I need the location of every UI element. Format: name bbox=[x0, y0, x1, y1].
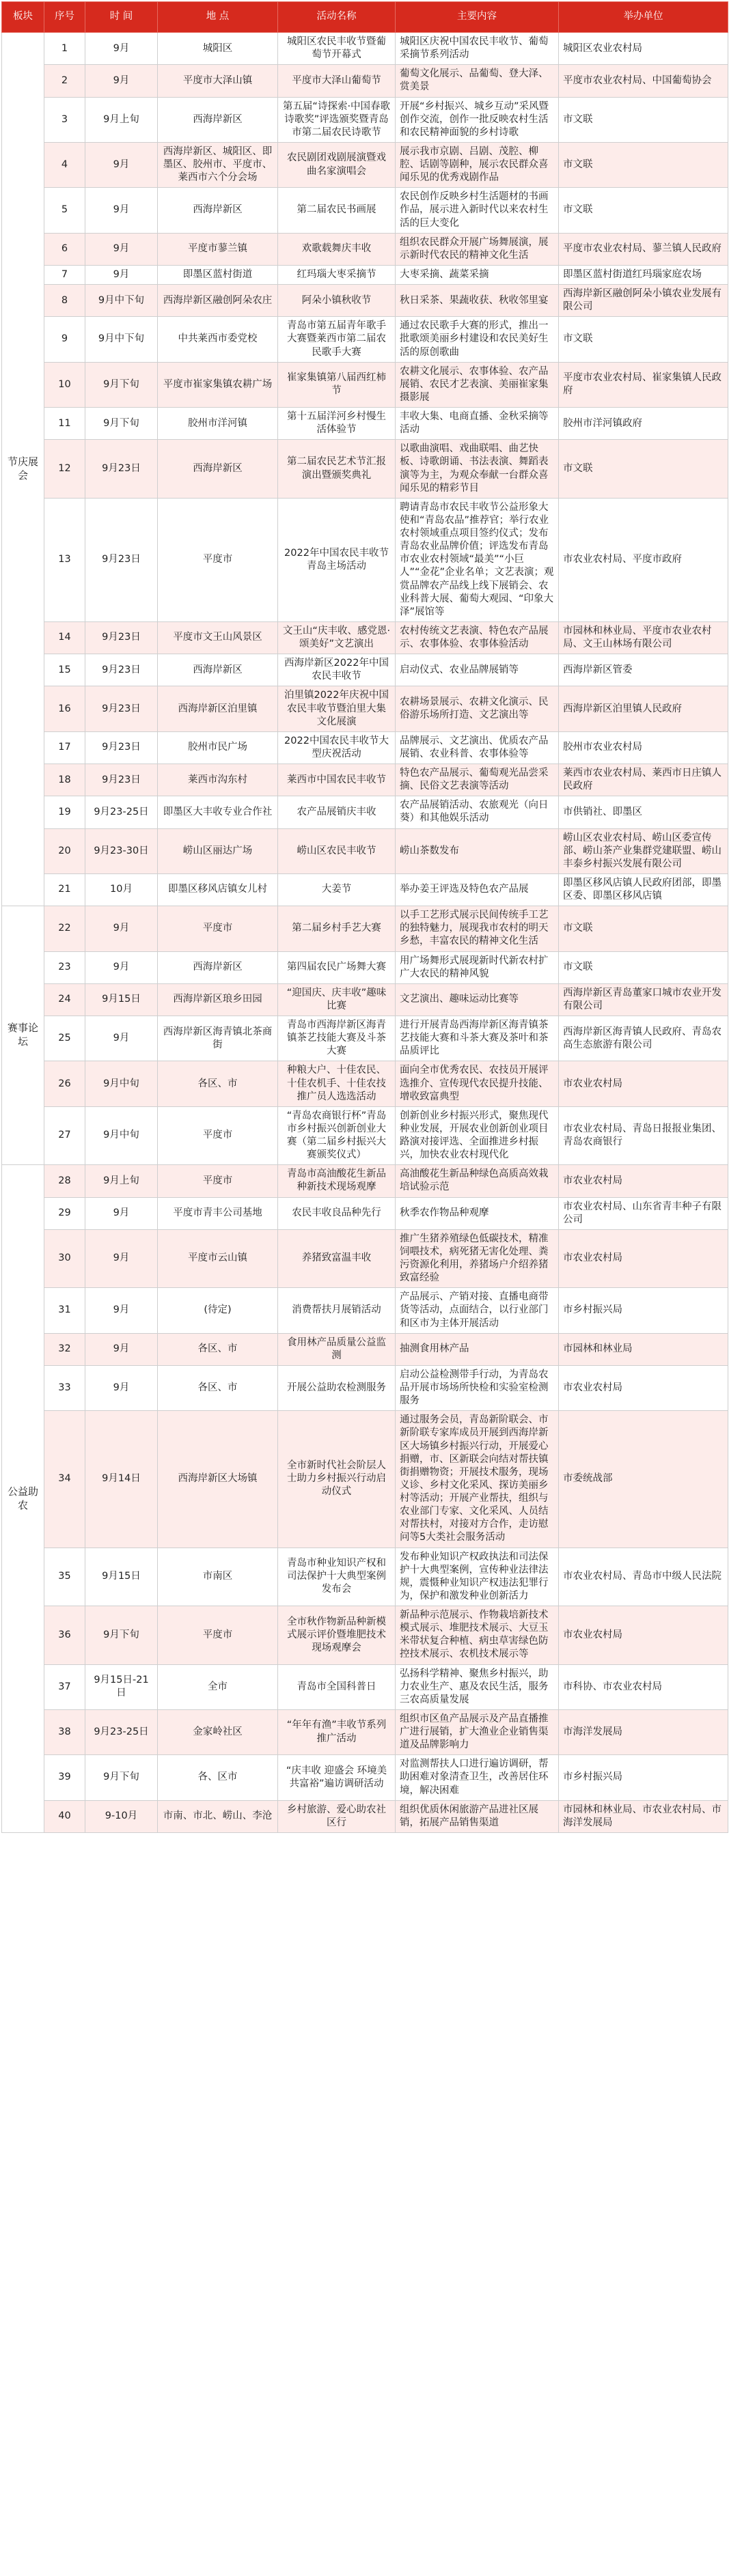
row-organizer: 市农业农村局、青岛市中级人民法院 bbox=[559, 1548, 728, 1606]
row-content: 崂山茶数发布 bbox=[396, 828, 559, 873]
row-time: 9月23日 bbox=[85, 654, 158, 686]
row-organizer: 西海岸新区泊里镇人民政府 bbox=[559, 686, 728, 731]
row-content: 聘请青岛市农民丰收节公益形象大使和“青岛农品”推荐官；举行农业农村领域重点项目签约仪式；发布青岛农业品牌价值；评选发布青岛市农业农村领域“最美”“小巨人”“金花”企业名单；文艺表演；观赏品牌农产品线上线下展销会、农业科普大展、葡萄大观园、“印象大泽”展馆等 bbox=[396, 498, 559, 621]
row-organizer: 市海洋发展局 bbox=[559, 1709, 728, 1754]
row-number: 13 bbox=[44, 498, 85, 621]
section-label: 公益助农 bbox=[2, 1165, 44, 1833]
row-number: 20 bbox=[44, 828, 85, 873]
table-row bbox=[2, 1061, 728, 1106]
row-event-name: 农产品展销庆丰收 bbox=[278, 796, 396, 828]
table-row bbox=[2, 142, 728, 187]
row-number: 7 bbox=[44, 265, 85, 284]
row-content: 高油酸花生新品种绿色高质高效栽培试验示范 bbox=[396, 1165, 559, 1197]
row-number: 25 bbox=[44, 1016, 85, 1061]
row-place: 金家岭社区 bbox=[158, 1709, 278, 1754]
row-content: 抽测食用林产品 bbox=[396, 1333, 559, 1365]
row-time: 9月 bbox=[85, 906, 158, 951]
row-time: 9月 bbox=[85, 1229, 158, 1288]
row-content: 启动公益检测带手行动，为青岛农品开展市场场所快检和实验室检测服务 bbox=[396, 1365, 559, 1410]
row-event-name: 消费帮扶月展销活动 bbox=[278, 1288, 396, 1333]
row-content: 城阳区庆祝中国农民丰收节、葡萄采摘节系列活动 bbox=[396, 33, 559, 65]
row-content: 农耕场景展示、农耕文化演示、民俗游乐场所打造、文艺演出等 bbox=[396, 686, 559, 731]
row-organizer: 即墨区移风店镇人民政府团部，即墨区委、即墨区移风店镇 bbox=[559, 873, 728, 906]
row-number: 17 bbox=[44, 731, 85, 764]
row-number: 14 bbox=[44, 621, 85, 654]
row-time: 9月15日-21日 bbox=[85, 1664, 158, 1709]
row-number: 2 bbox=[44, 65, 85, 97]
row-content: 葡萄文化展示、品葡萄、登大泽、赏美景 bbox=[396, 65, 559, 97]
row-event-name: 青岛市种业知识产权和司法保护十大典型案例发布会 bbox=[278, 1548, 396, 1606]
row-place: 各区、市 bbox=[158, 1365, 278, 1410]
column-header-content: 主要内容 bbox=[396, 2, 559, 33]
row-organizer: 胶州市洋河镇政府 bbox=[559, 408, 728, 440]
row-event-name: 食用林产品质量公益监测 bbox=[278, 1333, 396, 1365]
row-content: 秋日采茶、果蔬收获、秋收邻里宴 bbox=[396, 285, 559, 317]
row-number: 19 bbox=[44, 796, 85, 828]
table-row bbox=[2, 440, 728, 499]
row-number: 32 bbox=[44, 1333, 85, 1365]
row-time: 9月上旬 bbox=[85, 1165, 158, 1197]
row-time: 9月下旬 bbox=[85, 362, 158, 407]
table-row bbox=[2, 1365, 728, 1410]
row-content: 组织优质休闲旅游产品进社区展销，拓展产品销售渠道 bbox=[396, 1800, 559, 1832]
row-time: 9月23日 bbox=[85, 731, 158, 764]
row-number: 30 bbox=[44, 1229, 85, 1288]
table-row bbox=[2, 317, 728, 362]
row-content: 开展“乡村振兴、城乡互动”采风暨创作交流，创作一批反映农村生活和农民精神面貌的乡村诗歌 bbox=[396, 97, 559, 142]
table-row bbox=[2, 65, 728, 97]
row-event-name: 第四届农民广场舞大赛 bbox=[278, 951, 396, 983]
row-event-name: 开展公益助农检测服务 bbox=[278, 1365, 396, 1410]
row-organizer: 平度市农业农村局、中国葡萄协会 bbox=[559, 65, 728, 97]
row-organizer: 西海岸新区海青镇人民政府、青岛农高生态旅游有限公司 bbox=[559, 1016, 728, 1061]
row-event-name: 养猪致富温丰收 bbox=[278, 1229, 396, 1288]
row-place: 平度市崔家集镇农耕广场 bbox=[158, 362, 278, 407]
row-place: 西海岸新区大场镇 bbox=[158, 1411, 278, 1548]
row-place: 西海岸新区 bbox=[158, 440, 278, 499]
row-number: 6 bbox=[44, 233, 85, 265]
activity-schedule-table bbox=[1, 1, 728, 1833]
row-place: (待定) bbox=[158, 1288, 278, 1333]
row-time: 9月 bbox=[85, 233, 158, 265]
row-place: 平度市 bbox=[158, 1606, 278, 1665]
table-row bbox=[2, 1229, 728, 1288]
row-number: 35 bbox=[44, 1548, 85, 1606]
row-organizer: 市农业农村局、平度市政府 bbox=[559, 498, 728, 621]
table-row bbox=[2, 983, 728, 1016]
row-event-name: “年年有渔”丰收节系列推广活动 bbox=[278, 1709, 396, 1754]
row-place: 各区、市 bbox=[158, 1333, 278, 1365]
row-number: 21 bbox=[44, 873, 85, 906]
row-number: 1 bbox=[44, 33, 85, 65]
table-row bbox=[2, 654, 728, 686]
row-place: 平度市 bbox=[158, 1165, 278, 1197]
row-content: 农民创作反映乡村生活题材的书画作品，展示进入新时代以来农村生活的巨大变化 bbox=[396, 188, 559, 233]
row-time: 9月 bbox=[85, 1288, 158, 1333]
row-place: 崂山区丽达广场 bbox=[158, 828, 278, 873]
row-event-name: 全市新时代社会阶层人士助力乡村振兴行动启动仪式 bbox=[278, 1411, 396, 1548]
row-place: 西海岸新区琅乡田园 bbox=[158, 983, 278, 1016]
row-content: 启动仪式、农业品牌展销等 bbox=[396, 654, 559, 686]
row-place: 市南区 bbox=[158, 1548, 278, 1606]
row-event-name: 崂山区农民丰收节 bbox=[278, 828, 396, 873]
row-event-name: 平度市大泽山葡萄节 bbox=[278, 65, 396, 97]
row-number: 12 bbox=[44, 440, 85, 499]
row-place: 各、区市 bbox=[158, 1755, 278, 1800]
row-time: 9月 bbox=[85, 1016, 158, 1061]
row-event-name: 第二届农民书画展 bbox=[278, 188, 396, 233]
row-place: 平度市 bbox=[158, 1106, 278, 1165]
row-event-name: 第十五届洋河乡村慢生活体验节 bbox=[278, 408, 396, 440]
row-organizer: 莱西市农业农村局、莱西市日庄镇人民政府 bbox=[559, 764, 728, 796]
row-place: 胶州市洋河镇 bbox=[158, 408, 278, 440]
row-number: 9 bbox=[44, 317, 85, 362]
row-organizer: 胶州市农业农村局 bbox=[559, 731, 728, 764]
table-row bbox=[2, 1165, 728, 1197]
row-organizer: 市农业农村局、山东省青丰种子有限公司 bbox=[559, 1197, 728, 1229]
row-organizer: 市农业农村局 bbox=[559, 1365, 728, 1410]
row-content: 秋季农作物品种观摩 bbox=[396, 1197, 559, 1229]
row-content: 以歌曲演唱、戏曲联唱、曲艺快板、诗歌朗诵、书法表演、舞蹈表演等为主，为观众奉献一台群众喜闻乐见的精彩节目 bbox=[396, 440, 559, 499]
row-event-name: 文王山“庆丰收、感党恩·颂美好”文艺演出 bbox=[278, 621, 396, 654]
row-event-name: 乡村旅游、爱心助农社区行 bbox=[278, 1800, 396, 1832]
row-time: 9月 bbox=[85, 142, 158, 187]
row-organizer: 即墨区蓝村街道红玛瑙家庭农场 bbox=[559, 265, 728, 284]
row-event-name: “青岛农商银行杯”青岛市乡村振兴创新创业大赛（第二届乡村振兴大赛颁奖仪式） bbox=[278, 1106, 396, 1165]
row-place: 莱西市沟东村 bbox=[158, 764, 278, 796]
row-organizer: 市文联 bbox=[559, 317, 728, 362]
row-organizer: 市农业农村局 bbox=[559, 1061, 728, 1106]
row-time: 9月上旬 bbox=[85, 97, 158, 142]
row-content: 举办姜王评选及特色农产品展 bbox=[396, 873, 559, 906]
row-time: 9月中旬 bbox=[85, 1106, 158, 1165]
column-header-category: 板块 bbox=[2, 2, 44, 33]
row-place: 胶州市民广场 bbox=[158, 731, 278, 764]
table-row bbox=[2, 408, 728, 440]
row-place: 即墨区蓝村街道 bbox=[158, 265, 278, 284]
row-organizer: 西海岸新区融创阿朵小镇农业发展有限公司 bbox=[559, 285, 728, 317]
row-time: 9月23日 bbox=[85, 686, 158, 731]
table-header-row bbox=[2, 2, 728, 33]
row-content: 用广场舞形式展现新时代新农村扩广大农民的精神风貌 bbox=[396, 951, 559, 983]
row-content: 进行开展青岛西海岸新区海青镇茶艺技能大赛和斗茶大赛及茶叶和茶品质评比 bbox=[396, 1016, 559, 1061]
table-row bbox=[2, 828, 728, 873]
row-organizer: 市农业农村局 bbox=[559, 1229, 728, 1288]
row-number: 34 bbox=[44, 1411, 85, 1548]
row-organizer: 市文联 bbox=[559, 906, 728, 951]
row-number: 15 bbox=[44, 654, 85, 686]
row-number: 22 bbox=[44, 906, 85, 951]
row-content: 组织农民群众开展广场舞展演，展示新时代农民的精神文化生活 bbox=[396, 233, 559, 265]
row-content: 发布种业知识产权政执法和司法保护十大典型案例，宣传种业法律法规，震慑种业知识产权违法犯罪行为，保护和激发种业创新活力 bbox=[396, 1548, 559, 1606]
table-row bbox=[2, 731, 728, 764]
row-event-name: 第五届“诗探索·中国春歌诗歌奖”评选颁奖暨青岛市第二届农民诗歌节 bbox=[278, 97, 396, 142]
row-time: 9月23日 bbox=[85, 621, 158, 654]
table-row bbox=[2, 796, 728, 828]
row-event-name: 青岛市第五届青年歌手大赛暨莱西市第二届农民歌手大赛 bbox=[278, 317, 396, 362]
table-row bbox=[2, 233, 728, 265]
row-event-name: 西海岸新区2022年中国农民丰收节 bbox=[278, 654, 396, 686]
table-row bbox=[2, 1333, 728, 1365]
table-row bbox=[2, 33, 728, 65]
row-event-name: 崔家集镇第八届西红柿节 bbox=[278, 362, 396, 407]
row-place: 中共莱西市委党校 bbox=[158, 317, 278, 362]
row-number: 23 bbox=[44, 951, 85, 983]
row-event-name: 红玛瑙大枣采摘节 bbox=[278, 265, 396, 284]
table-row bbox=[2, 1411, 728, 1548]
row-number: 26 bbox=[44, 1061, 85, 1106]
table-row bbox=[2, 265, 728, 284]
row-place: 西海岸新区 bbox=[158, 188, 278, 233]
table-row bbox=[2, 686, 728, 731]
table-row bbox=[2, 1755, 728, 1800]
row-organizer: 市农业农村局 bbox=[559, 1606, 728, 1665]
row-place: 即墨区移风店镇女儿村 bbox=[158, 873, 278, 906]
row-organizer: 市乡村振兴局 bbox=[559, 1755, 728, 1800]
row-content: 大枣采摘、蔬菜采摘 bbox=[396, 265, 559, 284]
row-time: 9月 bbox=[85, 951, 158, 983]
row-organizer: 市文联 bbox=[559, 142, 728, 187]
row-content: 展示我市京剧、吕剧、茂腔、柳腔、话剧等剧种，展示农民群众喜闻乐见的优秀戏剧作品 bbox=[396, 142, 559, 187]
section-label: 赛事论坛 bbox=[2, 906, 44, 1165]
row-number: 33 bbox=[44, 1365, 85, 1410]
row-content: 创新创业乡村振兴形式，聚焦现代种业发展，开展农业创新创业项目路演对接评选、全面推进乡村振兴，加快农业农村现代化 bbox=[396, 1106, 559, 1165]
row-event-name: 农民丰收良品种先行 bbox=[278, 1197, 396, 1229]
row-content: 农村传统文艺表演、特色农产品展示、农事体验、农事体验活动 bbox=[396, 621, 559, 654]
row-time: 9月23-25日 bbox=[85, 796, 158, 828]
row-event-name: 大姜节 bbox=[278, 873, 396, 906]
row-time: 10月 bbox=[85, 873, 158, 906]
row-event-name: 城阳区农民丰收节暨葡萄节开幕式 bbox=[278, 33, 396, 65]
row-organizer: 市供销社、即墨区 bbox=[559, 796, 728, 828]
row-place: 西海岸新区 bbox=[158, 654, 278, 686]
row-content: 推广生猪养殖绿色低碳技术，精准饲喂技术，病死猪无害化处理、粪污资源化利用，养猪场户介绍养猪致富经验 bbox=[396, 1229, 559, 1288]
row-place: 西海岸新区融创阿朵农庄 bbox=[158, 285, 278, 317]
row-organizer: 西海岸新区管委 bbox=[559, 654, 728, 686]
row-time: 9月15日 bbox=[85, 983, 158, 1016]
row-content: 弘扬科学精神、聚焦乡村振兴，助力农业生产、惠及农民生活，服务三农高质量发展 bbox=[396, 1664, 559, 1709]
table-row bbox=[2, 362, 728, 407]
row-number: 28 bbox=[44, 1165, 85, 1197]
row-event-name: 青岛市全国科普日 bbox=[278, 1664, 396, 1709]
table-row bbox=[2, 1800, 728, 1832]
row-time: 9月中旬 bbox=[85, 1061, 158, 1106]
row-number: 31 bbox=[44, 1288, 85, 1333]
row-number: 18 bbox=[44, 764, 85, 796]
row-organizer: 城阳区农业农村局 bbox=[559, 33, 728, 65]
row-event-name: 青岛市西海岸新区海青镇茶艺技能大赛及斗茶大赛 bbox=[278, 1016, 396, 1061]
row-number: 39 bbox=[44, 1755, 85, 1800]
row-time: 9月15日 bbox=[85, 1548, 158, 1606]
row-organizer: 崂山区农业农村局、崂山区委宣传部、崂山茶产业集群党建联盟、崂山丰泰乡村振兴发展有限公司 bbox=[559, 828, 728, 873]
row-place: 平度市青丰公司基地 bbox=[158, 1197, 278, 1229]
row-place: 西海岸新区泊里镇 bbox=[158, 686, 278, 731]
row-time: 9月 bbox=[85, 188, 158, 233]
row-place: 即墨区大丰收专业合作社 bbox=[158, 796, 278, 828]
row-content: 对监测帮扶人口进行遍访调研，帮助困难对象清查卫生，改善居住环境，解决困难 bbox=[396, 1755, 559, 1800]
row-number: 11 bbox=[44, 408, 85, 440]
table-row bbox=[2, 906, 728, 951]
row-number: 5 bbox=[44, 188, 85, 233]
row-number: 8 bbox=[44, 285, 85, 317]
row-event-name: 农民剧团戏剧展演暨戏曲名家演唱会 bbox=[278, 142, 396, 187]
row-content: 组织市区鱼产品展示及产品直播推广进行展销，扩大渔业企业销售渠道及品牌影响力 bbox=[396, 1709, 559, 1754]
row-number: 40 bbox=[44, 1800, 85, 1832]
section-label: 节庆展会 bbox=[2, 33, 44, 906]
row-time: 9月23日 bbox=[85, 440, 158, 499]
row-place: 城阳区 bbox=[158, 33, 278, 65]
column-header-place: 地 点 bbox=[158, 2, 278, 33]
row-place: 西海岸新区海青镇北茶商街 bbox=[158, 1016, 278, 1061]
row-time: 9月 bbox=[85, 33, 158, 65]
table-row bbox=[2, 1106, 728, 1165]
table-row bbox=[2, 498, 728, 621]
row-time: 9月中下旬 bbox=[85, 317, 158, 362]
table-row bbox=[2, 873, 728, 906]
row-content: 面向全市优秀农民、农技员开展评选推介、宣传现代农民提升技能、增收致富典型 bbox=[396, 1061, 559, 1106]
row-place: 平度市 bbox=[158, 498, 278, 621]
row-time: 9月 bbox=[85, 1333, 158, 1365]
column-header-number: 序号 bbox=[44, 2, 85, 33]
row-organizer: 平度市农业农村局、蓼兰镇人民政府 bbox=[559, 233, 728, 265]
row-content: 通过农民歌手大赛的形式，推出一批歌颂美丽乡村建设和农民美好生活的原创歌曲 bbox=[396, 317, 559, 362]
row-content: 农产品展销活动、农旅观光（向日葵）和其他娱乐活动 bbox=[396, 796, 559, 828]
row-organizer: 市园林和林业局、平度市农业农村局、文王山林场有限公司 bbox=[559, 621, 728, 654]
row-time: 9月14日 bbox=[85, 1411, 158, 1548]
row-content: 文艺演出、趣味运动比赛等 bbox=[396, 983, 559, 1016]
row-number: 29 bbox=[44, 1197, 85, 1229]
table-row bbox=[2, 1288, 728, 1333]
table-row bbox=[2, 1016, 728, 1061]
table-row bbox=[2, 764, 728, 796]
row-content: 新品种示范展示、作物栽培新技术模式展示、堆肥技术展示、大豆玉米带状复合种植、病虫草害绿色防控技术展示、农机技术展示等 bbox=[396, 1606, 559, 1665]
row-time: 9月下旬 bbox=[85, 1606, 158, 1665]
row-event-name: 莱西市中国农民丰收节 bbox=[278, 764, 396, 796]
row-organizer: 市文联 bbox=[559, 188, 728, 233]
row-event-name: 2022中国农民丰收节大型庆祝活动 bbox=[278, 731, 396, 764]
row-event-name: 泊里镇2022年庆祝中国农民丰收节暨泊里大集文化展演 bbox=[278, 686, 396, 731]
row-number: 16 bbox=[44, 686, 85, 731]
row-place: 平度市文王山风景区 bbox=[158, 621, 278, 654]
row-number: 4 bbox=[44, 142, 85, 187]
row-time: 9月23日 bbox=[85, 498, 158, 621]
table-row bbox=[2, 188, 728, 233]
row-place: 平度市 bbox=[158, 906, 278, 951]
row-organizer: 市乡村振兴局 bbox=[559, 1288, 728, 1333]
row-event-name: “迎国庆、庆丰收”趣味比赛 bbox=[278, 983, 396, 1016]
row-number: 38 bbox=[44, 1709, 85, 1754]
row-place: 平度市蓼兰镇 bbox=[158, 233, 278, 265]
row-event-name: 2022年中国农民丰收节青岛主场活动 bbox=[278, 498, 396, 621]
row-content: 农耕文化展示、农事体验、农产品展销、农民才艺表演、美丽崔家集摄影展 bbox=[396, 362, 559, 407]
row-organizer: 市科协、市农业农村局 bbox=[559, 1664, 728, 1709]
column-header-organizer: 举办单位 bbox=[559, 2, 728, 33]
row-content: 通过服务会员，青岛新阶联会、市新阶联专家库成员开展到西海岸新区大场镇乡村振兴行动，开展爱心捐赠，市、区新联会向结对帮扶镇街捐赠物资；开展技术服务，现场义诊、乡村文化采风、探访美丽乡村等活动；开展产业帮扶，组织与农业部门专家、文化采风、人员结对帮扶村，对接对方合作，走访慰问等5大类社会服务活动 bbox=[396, 1411, 559, 1548]
row-number: 36 bbox=[44, 1606, 85, 1665]
row-number: 24 bbox=[44, 983, 85, 1016]
row-place: 西海岸新区 bbox=[158, 97, 278, 142]
row-time: 9月 bbox=[85, 1365, 158, 1410]
row-organizer: 市文联 bbox=[559, 951, 728, 983]
row-time: 9月23日 bbox=[85, 764, 158, 796]
row-organizer: 市农业农村局、青岛日报报业集团、青岛农商银行 bbox=[559, 1106, 728, 1165]
row-event-name: 第二届农民艺术节汇报演出暨颁奖典礼 bbox=[278, 440, 396, 499]
row-event-name: 种粮大户、十佳农民、十佳农机手、十佳农技推广员人选选活动 bbox=[278, 1061, 396, 1106]
row-time: 9月下旬 bbox=[85, 408, 158, 440]
row-content: 以手工艺形式展示民间传统手工艺的独特魅力，展现我市农村的明天乡愁，丰富农民的精神文化生活 bbox=[396, 906, 559, 951]
row-event-name: 全市秋作物新品种新模式展示评价暨堆肥技术现场观摩会 bbox=[278, 1606, 396, 1665]
row-number: 3 bbox=[44, 97, 85, 142]
row-organizer: 市文联 bbox=[559, 440, 728, 499]
row-time: 9-10月 bbox=[85, 1800, 158, 1832]
table-row bbox=[2, 1197, 728, 1229]
table-row bbox=[2, 951, 728, 983]
table-row bbox=[2, 1606, 728, 1665]
table-row bbox=[2, 1664, 728, 1709]
row-event-name: “庆丰收 迎盛会 环境美共富裕”遍访调研活动 bbox=[278, 1755, 396, 1800]
row-time: 9月23-30日 bbox=[85, 828, 158, 873]
row-content: 特色农产品展示、葡萄观光品尝采摘、民俗文艺表演等活动 bbox=[396, 764, 559, 796]
row-content: 丰收大集、电商直播、金秋采摘等活动 bbox=[396, 408, 559, 440]
row-event-name: 青岛市高油酸花生新品种新技术现场观摩 bbox=[278, 1165, 396, 1197]
row-number: 27 bbox=[44, 1106, 85, 1165]
row-time: 9月 bbox=[85, 65, 158, 97]
row-time: 9月 bbox=[85, 265, 158, 284]
row-organizer: 市文联 bbox=[559, 97, 728, 142]
row-place: 平度市大泽山镇 bbox=[158, 65, 278, 97]
row-organizer: 西海岸新区青岛董家口城市农业开发有限公司 bbox=[559, 983, 728, 1016]
table-row bbox=[2, 285, 728, 317]
row-event-name: 阿朵小镇秋收节 bbox=[278, 285, 396, 317]
row-time: 9月中下旬 bbox=[85, 285, 158, 317]
row-place: 西海岸新区、城阳区、即墨区、胶州市、平度市、莱西市六个分会场 bbox=[158, 142, 278, 187]
row-time: 9月下旬 bbox=[85, 1755, 158, 1800]
row-number: 10 bbox=[44, 362, 85, 407]
row-place: 平度市云山镇 bbox=[158, 1229, 278, 1288]
column-header-event: 活动名称 bbox=[278, 2, 396, 33]
row-content: 品牌展示、文艺演出、优质农产品展销、农业科普、农事体验等 bbox=[396, 731, 559, 764]
row-time: 9月23-25日 bbox=[85, 1709, 158, 1754]
row-organizer: 市委统战部 bbox=[559, 1411, 728, 1548]
row-organizer: 平度市农业农村局、崔家集镇人民政府 bbox=[559, 362, 728, 407]
row-content: 产品展示、产销对接、直播电商带货等活动，点面结合，以行业部门和区市为主体开展活动 bbox=[396, 1288, 559, 1333]
row-place: 西海岸新区 bbox=[158, 951, 278, 983]
row-organizer: 市园林和林业局 bbox=[559, 1333, 728, 1365]
table-row bbox=[2, 1709, 728, 1754]
table-body bbox=[2, 33, 728, 1833]
row-place: 各区、市 bbox=[158, 1061, 278, 1106]
row-organizer: 市园林和林业局、市农业农村局、市海洋发展局 bbox=[559, 1800, 728, 1832]
row-number: 37 bbox=[44, 1664, 85, 1709]
table-row bbox=[2, 97, 728, 142]
row-organizer: 市农业农村局 bbox=[559, 1165, 728, 1197]
row-event-name: 欢歌载舞庆丰收 bbox=[278, 233, 396, 265]
row-place: 全市 bbox=[158, 1664, 278, 1709]
row-place: 市南、市北、崂山、李沧 bbox=[158, 1800, 278, 1832]
column-header-time: 时 间 bbox=[85, 2, 158, 33]
table-row bbox=[2, 1548, 728, 1606]
row-time: 9月 bbox=[85, 1197, 158, 1229]
table-row bbox=[2, 621, 728, 654]
row-event-name: 第二届乡村手艺大赛 bbox=[278, 906, 396, 951]
